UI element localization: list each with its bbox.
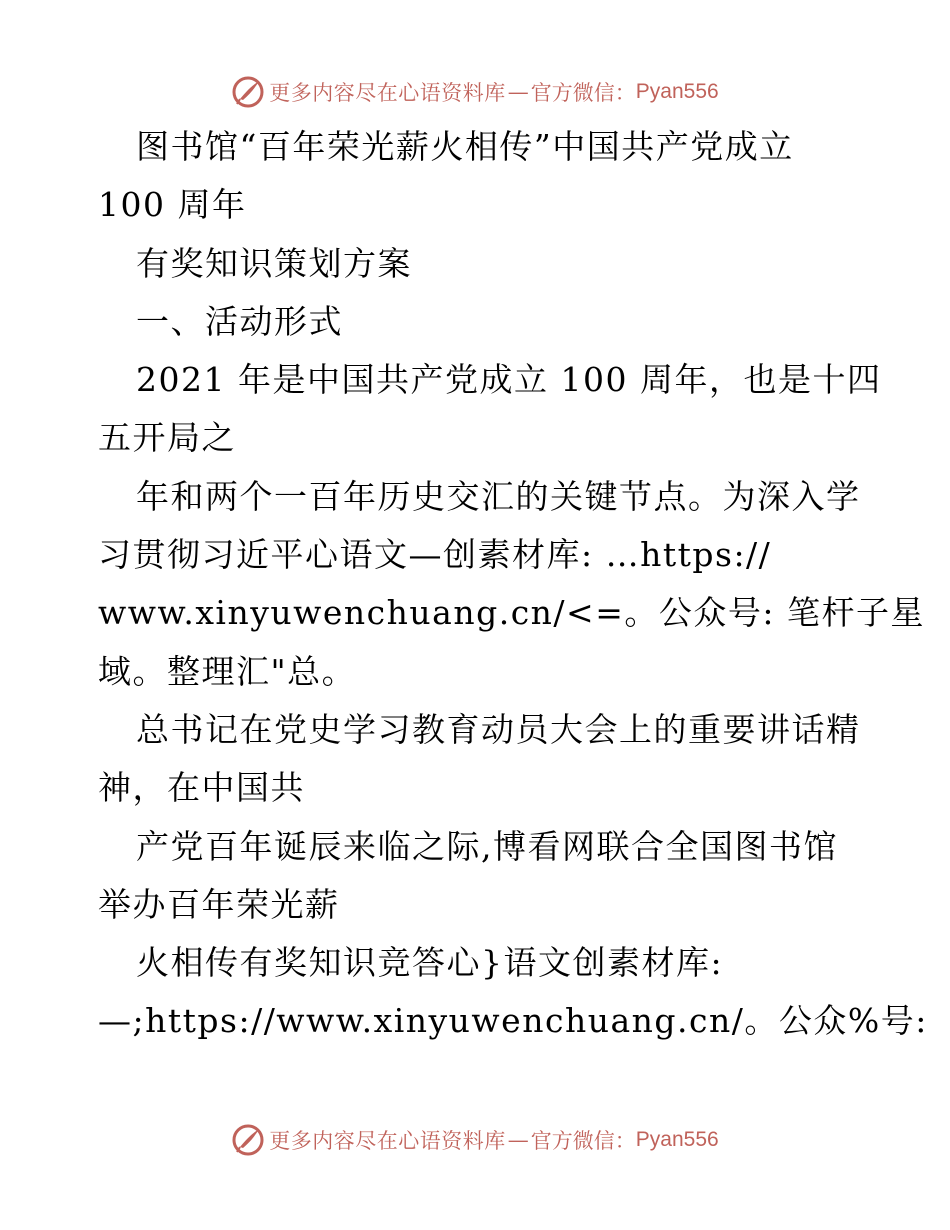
body-line: 总书记在党史学习教育动员大会上的重要讲话精 <box>136 709 861 749</box>
body-line: 习贯彻习近平心语文—创素材库: …https:// <box>98 535 772 575</box>
body-line: 2021 年是中国共产党成立 100 周年，也是十四 <box>136 360 882 400</box>
body-line: 图书馆“百年荣光薪火相传”中国共产党成立 <box>136 127 794 166</box>
body-line: 产党百年诞辰来临之际,博看网联合全国图书馆 <box>136 826 838 866</box>
banner-wechat-id: Pyan556 <box>635 80 719 103</box>
body-line: 神，在中国共 <box>98 768 305 808</box>
body-line: 五开局之 <box>98 418 236 458</box>
banner-text: 更多内容尽在心语资料库 <box>269 1129 506 1153</box>
banner-text: 更多内容尽在心语资料库 <box>269 81 506 105</box>
section-heading: 一、活动形式 <box>136 301 343 341</box>
banner-separator: — <box>507 80 529 104</box>
body-line: 100 周年 <box>98 185 247 225</box>
feather-pen-circle-icon <box>231 75 265 109</box>
document-body <box>98 118 928 1051</box>
document-subtitle: 有奖知识策划方案 <box>136 243 412 283</box>
header-banner <box>0 72 950 112</box>
body-line: www.xinyuwenchuang.cn/<=。公众号: 笔杆子星 <box>98 593 925 633</box>
banner-separator: — <box>507 1128 529 1152</box>
banner-wechat-label: 官方微信： <box>530 1129 636 1153</box>
banner-wechat-id: Pyan556 <box>635 1128 719 1151</box>
body-line: 火相传有奖知识竞答心}语文创素材库: <box>136 943 724 983</box>
banner-wechat-label: 官方微信： <box>530 81 636 105</box>
feather-pen-circle-icon <box>231 1123 265 1157</box>
body-line: —;https://www.xinyuwenchuang.cn/。公众%号: <box>98 1001 928 1041</box>
body-line: 举办百年荣光薪 <box>98 884 340 924</box>
body-line: 域。整理汇"总。 <box>98 651 357 691</box>
footer-banner <box>0 1120 950 1160</box>
body-line: 年和两个一百年历史交汇的关键节点。为深入学 <box>136 476 861 516</box>
